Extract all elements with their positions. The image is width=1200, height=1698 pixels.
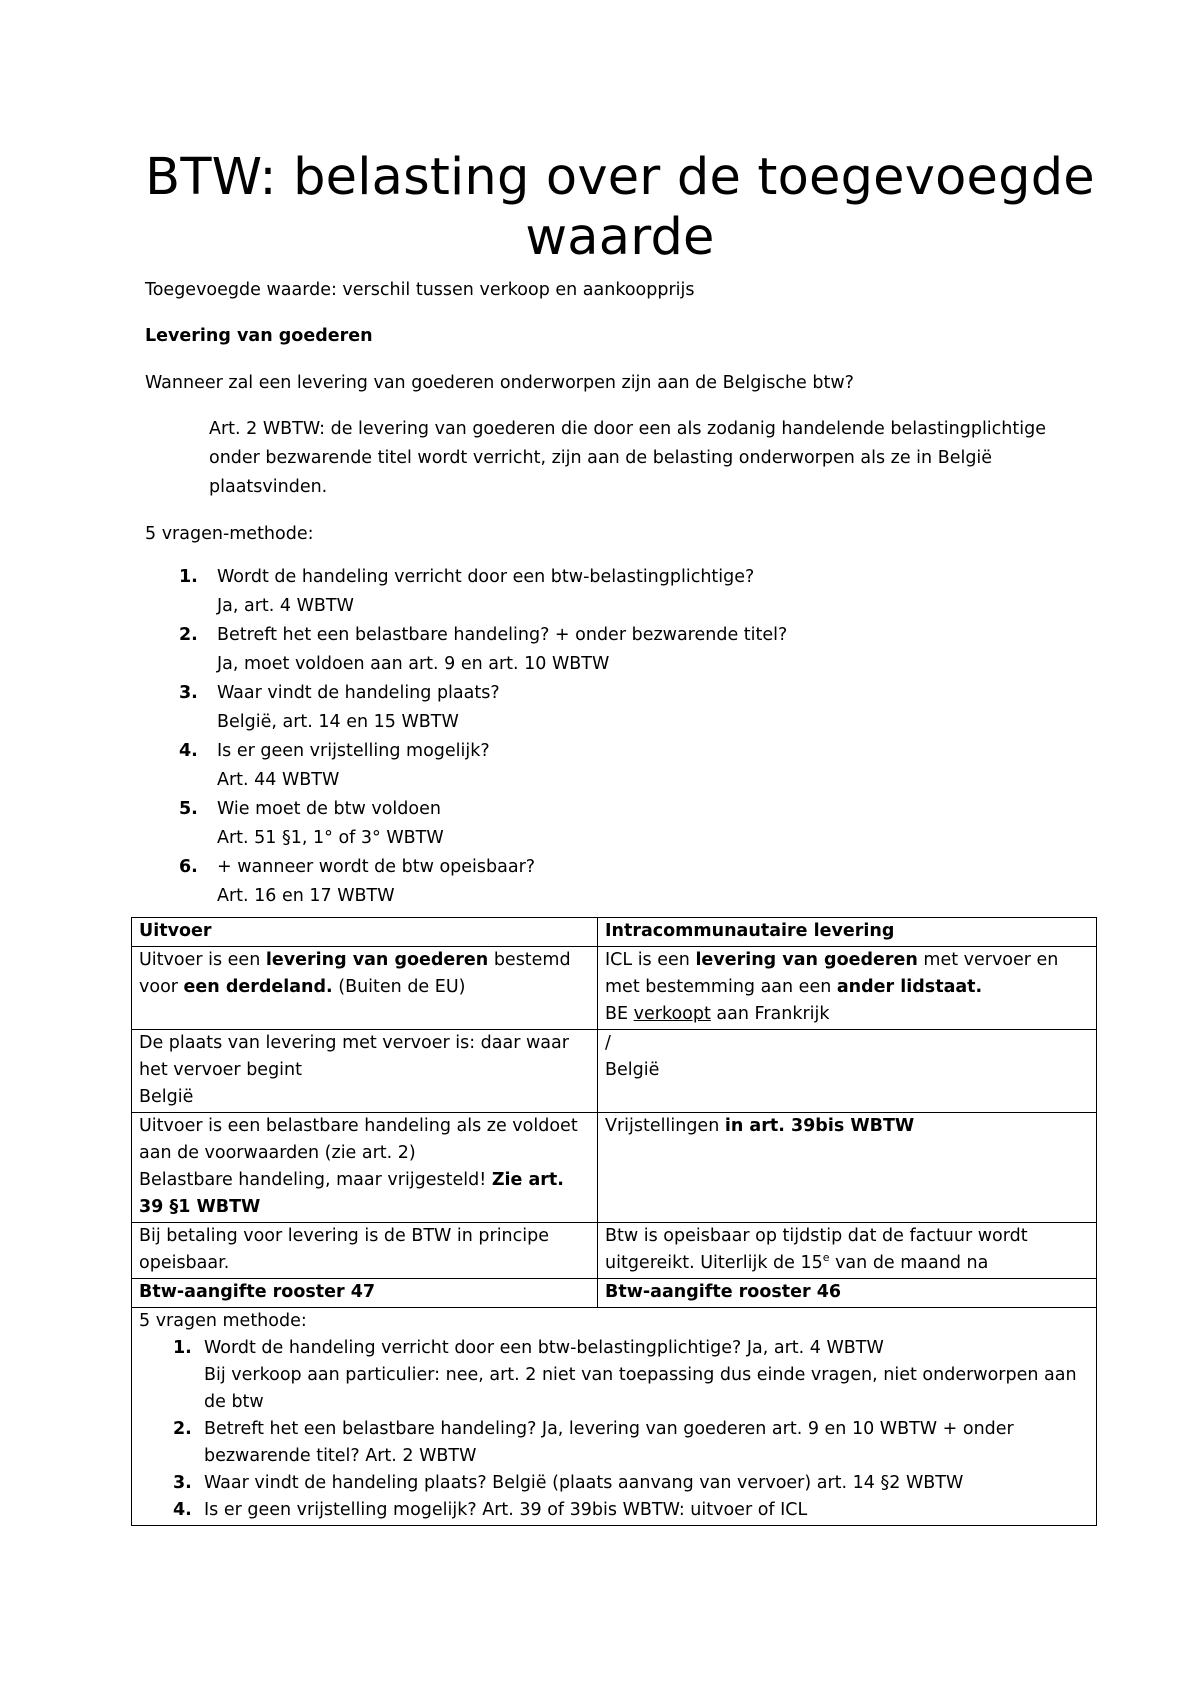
cell-text: met vervoer en met bestemming aan een — [605, 950, 1059, 997]
cell-text: Btw is opeisbaar op tijdstip dat de factuur wordt uitgereikt. Uiterlijk de 15 — [605, 1226, 1028, 1273]
table-cell — [132, 1030, 598, 1113]
inner-method-text: Waar vindt de handeling plaats? België (plaats aanvang van vervoer) art. 14 §2 WBTW — [204, 1473, 964, 1493]
inner-method-text: Is er geen vrijstelling mogelijk? Art. 39 of 39bis WBTW: uitvoer of ICL — [204, 1500, 808, 1520]
method-answer: Art. 51 §1, 1° of 3° WBTW — [217, 828, 444, 848]
cell-underlined: verkoopt — [633, 1004, 711, 1024]
cell-bold: Zie art. 39 §1 WBTW — [139, 1170, 564, 1217]
method-number: 3. — [179, 683, 198, 703]
cell-text: België — [605, 1060, 660, 1080]
cell-text: België — [139, 1087, 194, 1107]
cell-text: (Buiten de EU) — [332, 977, 466, 997]
method-answer: Art. 16 en 17 WBTW — [217, 886, 395, 906]
method-question: + wanneer wordt de btw opeisbaar? — [217, 857, 536, 877]
inner-method-text: Wordt de handeling verricht door een btw-belastingplichtige? Ja, art. 4 WBTW — [204, 1338, 884, 1358]
table-cell: Bij betaling voor levering is de BTW in principe opeisbaar. — [132, 1223, 598, 1279]
cell-text: Uitvoer is een — [139, 950, 266, 970]
cell-bold: een derdeland. — [183, 977, 333, 997]
method-item — [145, 737, 1095, 795]
method-question: Waar vindt de handeling plaats? — [217, 683, 500, 703]
table-row — [132, 1113, 1097, 1223]
method-answer: Ja, moet voldoen aan art. 9 en art. 10 WBTW — [217, 654, 610, 674]
cell-bold: levering van goederen — [695, 950, 918, 970]
comparison-table — [131, 917, 1097, 1526]
method-item — [145, 621, 1095, 679]
method-heading: 5 vragen-methode: — [145, 524, 314, 544]
inner-method-list — [139, 1335, 1089, 1524]
cell-text: aan Frankrijk — [710, 1004, 830, 1024]
cell-text: bestemd voor — [139, 950, 571, 997]
method-item — [145, 679, 1095, 737]
table-cell — [598, 1223, 1097, 1279]
section-heading: Levering van goederen — [145, 326, 373, 346]
method-number: 5. — [179, 799, 198, 819]
cell-superscript: e — [822, 1251, 830, 1265]
page-title: BTW: belasting over de toegevoegde waarde — [145, 148, 1095, 267]
cell-bold: levering van goederen — [265, 950, 489, 970]
cell-text: van de maand na — [829, 1253, 989, 1273]
table-cell: Btw-aangifte rooster 46 — [598, 1279, 1097, 1308]
table-cell — [598, 1113, 1097, 1223]
table-row — [132, 1279, 1097, 1308]
inner-method-number: 2. — [173, 1419, 192, 1439]
table-row — [132, 1223, 1097, 1279]
inner-method-item — [139, 1497, 1089, 1524]
method-list — [145, 563, 1095, 911]
article-quote: Art. 2 WBTW: de levering van goederen die door een als zodanig handelende belastingplichtige onder bezwarende titel wordt verricht, zijn aan de belasting onderworpen als ze in België plaatsvinden. — [209, 419, 1046, 497]
cell-text: Uitvoer is een belastbare handeling als ze voldoet aan de voorwaarden (zie art. 2) — [139, 1116, 578, 1163]
method-item — [145, 853, 1095, 911]
table-row — [132, 1030, 1097, 1113]
cell-text: / — [605, 1033, 611, 1053]
inner-method-item — [139, 1416, 1089, 1470]
inner-method-number: 1. — [173, 1338, 192, 1358]
table-cell — [598, 1030, 1097, 1113]
inner-method-number: 4. — [173, 1500, 192, 1520]
intro-question: Wanneer zal een levering van goederen onderworpen zijn aan de Belgische btw? — [145, 373, 854, 393]
document-content — [139, 148, 1095, 1526]
inner-method-item — [139, 1335, 1089, 1416]
method-answer: België, art. 14 en 15 WBTW — [217, 712, 459, 732]
method-answer: Art. 44 WBTW — [217, 770, 340, 790]
inner-method-text: Bij verkoop aan particulier: nee, art. 2 niet van toepassing dus einde vragen, niet onderworpen aan de btw — [204, 1365, 1077, 1412]
table-cell — [598, 947, 1097, 1030]
method-answer: Ja, art. 4 WBTW — [217, 596, 354, 616]
cell-text: ICL is een — [605, 950, 696, 970]
cell-text: De plaats van levering met vervoer is: daar waar het vervoer begint — [139, 1033, 569, 1080]
inner-method-number: 3. — [173, 1473, 192, 1493]
table-cell: Btw-aangifte rooster 47 — [132, 1279, 598, 1308]
table-cell-merged — [132, 1308, 1097, 1526]
inner-method-item — [139, 1470, 1089, 1497]
cell-text: Vrijstellingen — [605, 1116, 725, 1136]
method-item — [145, 795, 1095, 853]
method-number: 2. — [179, 625, 198, 645]
cell-bold: in art. 39bis WBTW — [724, 1116, 915, 1136]
table-row — [132, 1308, 1097, 1526]
subtitle: Toegevoegde waarde: verschil tussen verkoop en aankoopprijs — [145, 280, 695, 300]
cell-text: BE — [605, 1004, 634, 1024]
method-number: 1. — [179, 567, 198, 587]
method-question: Wordt de handeling verricht door een btw-belastingplichtige? — [217, 567, 755, 587]
table-header-row — [132, 918, 1097, 947]
cell-text: Belastbare handeling, maar vrijgesteld! — [139, 1170, 492, 1190]
method-item — [145, 563, 1095, 621]
method-number: 4. — [179, 741, 198, 761]
header-icl: Intracommunautaire levering — [598, 918, 1097, 947]
header-uitvoer: Uitvoer — [132, 918, 598, 947]
method-question: Betreft het een belastbare handeling? + onder bezwarende titel? — [217, 625, 788, 645]
method-question: Wie moet de btw voldoen — [217, 799, 441, 819]
method-number: 6. — [179, 857, 198, 877]
table-cell — [132, 947, 598, 1030]
table-row — [132, 947, 1097, 1030]
cell-bold: ander lidstaat. — [836, 977, 983, 997]
cell-heading: 5 vragen methode: — [139, 1311, 307, 1331]
inner-method-text: Betreft het een belastbare handeling? Ja, levering van goederen art. 9 en 10 WBTW + onder bezwarende titel? Art. 2 WBTW — [204, 1419, 1014, 1466]
method-question: Is er geen vrijstelling mogelijk? — [217, 741, 490, 761]
table-cell — [132, 1113, 598, 1223]
